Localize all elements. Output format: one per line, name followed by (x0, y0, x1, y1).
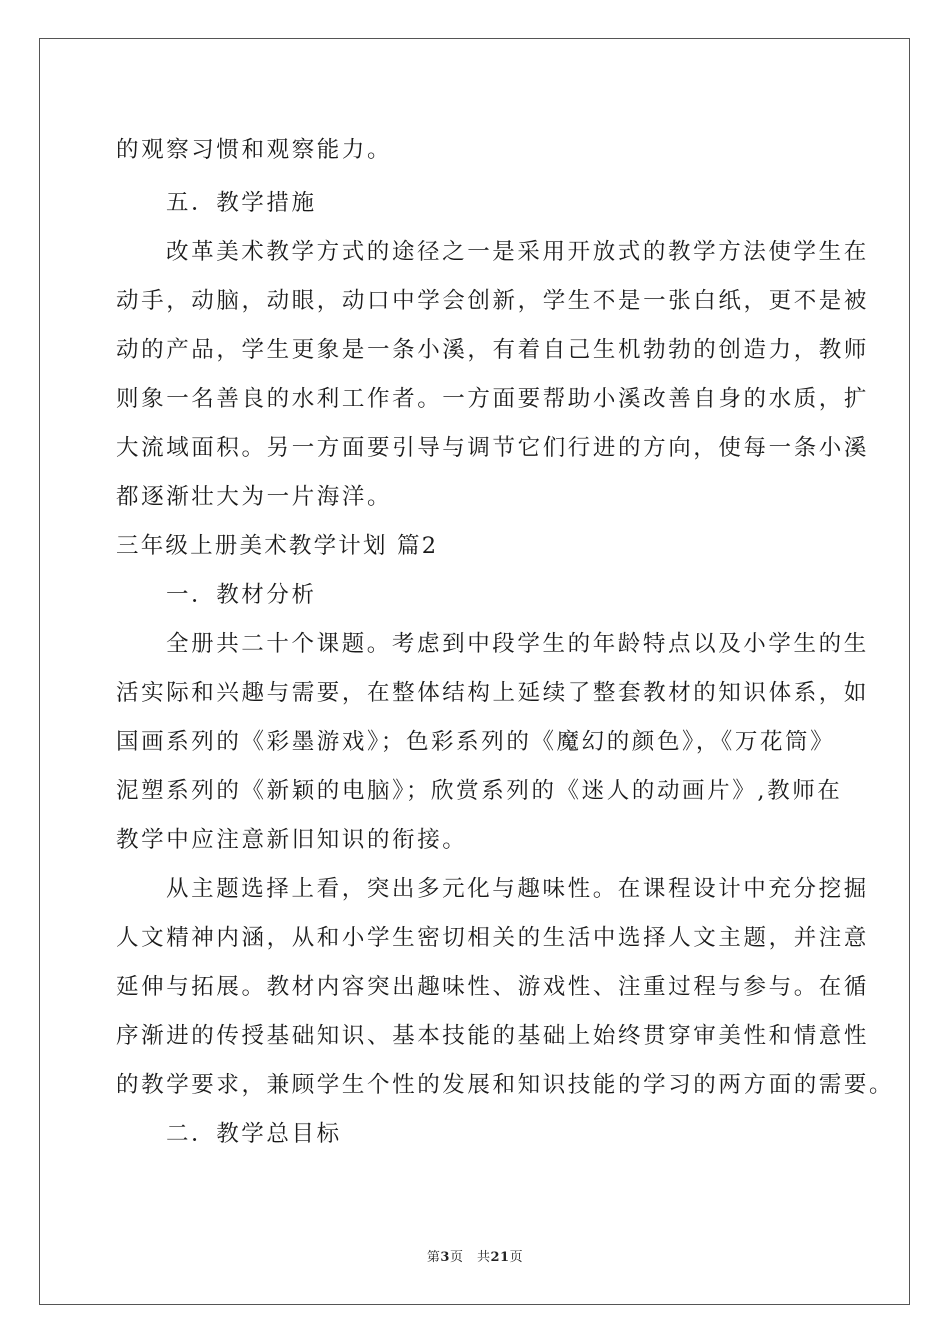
paragraph-line: 则象一名善良的水利工作者。一方面要帮助小溪改善自身的水质，扩 (116, 386, 870, 412)
document-title: 三年级上册美术教学计划 篇2 (116, 533, 439, 559)
paragraph-line: 泥塑系列的《新颖的电脑》；欣赏系列的《迷人的动画片》,教师在 (116, 778, 843, 804)
footer-mid: 页 共 (449, 1250, 491, 1265)
document-body (116, 126, 895, 1159)
footer-total-pages: 21 (490, 1250, 510, 1265)
footer-prefix: 第 (426, 1250, 441, 1265)
paragraph-line: 动的产品，学生更象是一条小溪，有着自己生机勃勃的创造力，教师 (116, 337, 870, 363)
paragraph-line: 延伸与拓展。教材内容突出趣味性、游戏性、注重过程与参与。在循 (116, 974, 870, 1000)
page-footer (0, 1246, 950, 1265)
footer-page-number: 3 (440, 1250, 450, 1265)
paragraph-line: 人文精神内涵，从和小学生密切相关的生活中选择人文主题，并注意 (116, 925, 870, 951)
paragraph-line: 从主题选择上看，突出多元化与趣味性。在课程设计中充分挖掘 (166, 876, 869, 902)
paragraph-line: 全册共二十个课题。考虑到中段学生的年龄特点以及小学生的生 (166, 631, 869, 657)
paragraph-line: 动手，动脑，动眼，动口中学会创新，学生不是一张白纸，更不是被 (116, 288, 870, 314)
paragraph-line: 国画系列的《彩墨游戏》；色彩系列的《魔幻的颜色》，《万花筒》 (116, 729, 836, 755)
footer-suffix: 页 (509, 1250, 524, 1265)
paragraph-line: 序渐进的传授基础知识、基本技能的基础上始终贯穿审美性和情意性 (116, 1023, 870, 1049)
section-heading: 五．教学措施 (166, 190, 317, 216)
section-heading: 二．教学总目标 (166, 1121, 342, 1147)
paragraph-line: 大流域面积。另一方面要引导与调节它们行进的方向，使每一条小溪 (116, 435, 870, 461)
text-line: 的观察习惯和观察能力。 (116, 137, 393, 163)
paragraph-line: 活实际和兴趣与需要，在整体结构上延续了整套教材的知识体系，如 (116, 680, 870, 706)
paragraph-line: 的教学要求，兼顾学生个性的发展和知识技能的学习的两方面的需要。 (116, 1072, 895, 1098)
paragraph-line: 教学中应注意新旧知识的衔接。 (116, 827, 468, 853)
section-heading: 一．教材分析 (166, 582, 317, 608)
paragraph-line: 改革美术教学方式的途径之一是采用开放式的教学方法使学生在 (166, 239, 869, 265)
paragraph-line: 都逐渐壮大为一片海洋。 (116, 484, 393, 510)
